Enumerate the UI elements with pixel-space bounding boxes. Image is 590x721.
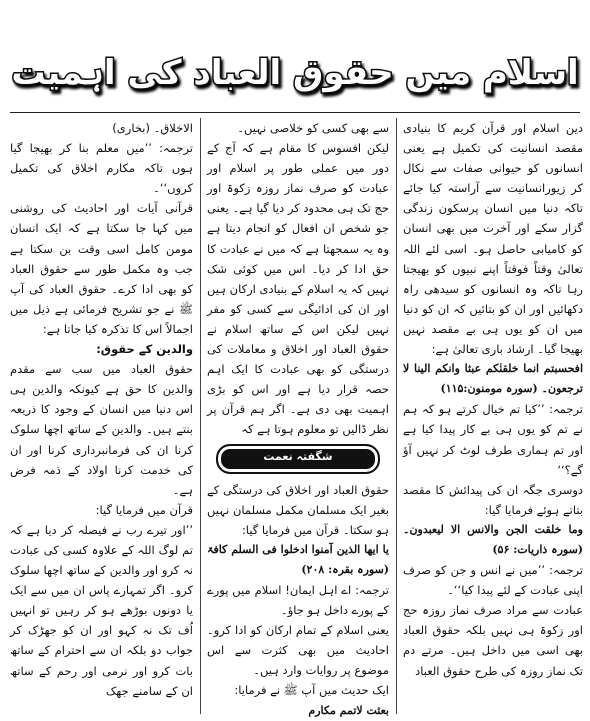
column-middle <box>206 118 389 717</box>
column-divider-right <box>396 118 397 714</box>
header-rule <box>10 112 580 113</box>
quran-verse: افحسبتم انما خلقنٰکم عبثا وانکم الینا لا ترجعون۔ (سورہ مومنون:۱۱۵) <box>403 362 583 396</box>
quran-verse: وما خلقت الجن والانس الا لیعبدون۔ (سورہ ذاریات: ۵۶) <box>403 522 583 556</box>
paragraph: ترجمہ: ’’میں معلم بنا کر بھیجا گیا ہوں تاکہ مکارم اخلاق کی تکمیل کروں‘‘۔ <box>10 141 193 196</box>
author-name-badge: شگفتہ نعمت <box>216 444 380 474</box>
quran-verse: یا ایھا الذین آمنوا ادخلوا فی السلم کافۃ (سورہ بقرہ: ۲۰۸) <box>207 542 389 576</box>
paragraph: سے بھی کسی کو خلاصی نہیں۔ <box>237 121 389 135</box>
paragraph: ترجمہ: ’’میں نے انس و جن کو صرف اپنی عبادت کے لئے پیدا کیا‘‘۔ <box>403 563 583 598</box>
paragraph: دین اسلام اور قرآن کریم کا بنیادی مقصد انسانیت کی تکمیل ہے یعنی انسانوں کو حیوانی صفات سے نکال کر زیورانسانیت سے آراستہ کیا جائے تاکہ دنیا میں انسان پرسکون زندگی گزار سکے اور آخرت میں بھی انسان کو کامیابی حاصل ہو۔ اسی لئے اللہ تعالیٰ وقتاً فوقتاً اپنے نبیوں کو بھیجتا رہا تاکہ وہ انسانوں کو سیدھی راہ دکھائیں اور ان کو بتائیں کہ ان کو دنیا میں ان کو یوں ہی بے مقصد نہیں بھیجا گیا۔ ارشاد باری تعالیٰ ہے: <box>403 121 583 357</box>
paragraph: حقوق العباد میں سب سے مقدم والدین کا حق ہے کیونکہ والدین ہی اس دنیا میں انسان کے وجود کا ذریعہ بنتے ہیں۔ والدین کے ساتھ اچھا سلوک کرنا ان کی فرمانبرداری کرنا اور ان کی خدمت کرنا اولاد کے ذمہ فرض ہے۔ <box>10 362 193 497</box>
column-left <box>10 118 193 714</box>
paragraph: عبادت سے مراد صرف نماز روزہ حج اور زکوۃ ہی نہیں بلکہ حقوق العباد بھی اسی میں داخل ہیں۔ مرتے دم تک نماز روزہ کی طرح حقوق العباد <box>403 603 583 678</box>
paragraph: دوسری جگہ ان کی پیدائش کا مقصد بتاتے ہوئے فرمایا گیا: <box>403 482 583 517</box>
title-text: اسلام میں حقوق العباد کی اہمیت <box>11 53 579 93</box>
paragraph: قرآنی آیات اور احادیث کی روشنی میں کہا جا سکتا ہے کہ ایک انسان مومن کامل اسی وقت بن سکتا ہے جب وہ مکمل طور سے حقوق العباد کو بھی ادا کرے۔ حقوق العباد کی آپ ﷺ نے جو تشریح فرمائی ہے ذیل میں اجمالاً اس کا تذکرہ کیا جاتا ہے: <box>10 201 193 336</box>
article-title <box>11 40 579 100</box>
paragraph: حقوق العباد اور اخلاق کی درستگی کے بغیر ایک مسلمان مکمل مسلمان نہیں ہو سکتا۔ قرآن میں فرمایا گیا: <box>207 482 389 537</box>
section-heading: والدین کے حقوق: <box>96 342 193 357</box>
paragraph: ترجمہ: اے اہل ایمان! اسلام میں پورے کے پورے داخل ہو جاؤ۔ <box>207 582 389 618</box>
paragraph: لیکن افسوس کا مقام ہے کہ آج کے دور میں عملی طور پر اسلام اور عبادت کو صرف نماز روزہ زکوۃ اور حج تک ہی محدود کر دیا گیا ہے۔ یعنی جو شخص ان افعال کو انجام دیتا ہے وہ یہ سمجھتا ہے کہ میں نے عبادت کا حق ادا کر دیا۔ اس میں کوئی شک نہیں کہ یہ اسلام کے بنیادی ارکان ہیں اور ان کی ادائیگی سے کسی کو مفر نہیں لیکن اس کے ساتھ اسلام نے حقوق العباد اور اخلاق و معاملات کی درستگی کو بھی عبادت کا ایک اہم حصہ قرار دیا ہے اور اس کو بڑی اہمیت بھی دی ہے۔ اگر ہم قرآن پر نظر ڈالیں تو معلوم ہوتا ہے کہ <box>206 141 389 437</box>
column-divider-left <box>200 118 201 714</box>
paragraph: ترجمہ: ’’کیا تم خیال کرتے ہو کہ ہم نے تم کو یوں ہی بے کار پیدا کیا ہے اور تم ہماری طرف لوٹ کر نہیں آؤ گے؟‘‘ <box>403 402 583 477</box>
paragraph: قرآن میں فرمایا گیا: <box>95 502 193 517</box>
paragraph: یعنی اسلام کے تمام ارکان کو ادا کرو۔ احادیث میں بھی کثرت سے اس موضوع پر روایات وارد ہیں۔ <box>207 623 389 678</box>
paragraph: ’’اور تیرے رب نے فیصلہ کر دیا ہے کہ تم لوگ اللہ کے علاوہ کسی کی عبادت نہ کرو اور والدین کے ساتھ اچھا سلوک کرو۔ اگر تمہارے پاس ان میں سے ایک یا دونوں بوڑھے ہو کر رہیں تو انہیں اُف تک نہ کہو اور ان کو جھڑک کر جواب دو بلکہ ان سے احترام کے ساتھ بات کرو اور نرمی اور رحم کے ساتھ ان کے سامنے جھک <box>10 522 193 698</box>
title-banner <box>11 40 579 100</box>
quran-verse: بعثت لاتمم مکارم <box>308 703 389 717</box>
paragraph: ایک حدیث میں آپ ﷺ نے فرمایا: <box>234 683 389 698</box>
column-right <box>403 118 583 714</box>
paragraph: الاخلاق۔ (بخاری) <box>112 121 193 135</box>
